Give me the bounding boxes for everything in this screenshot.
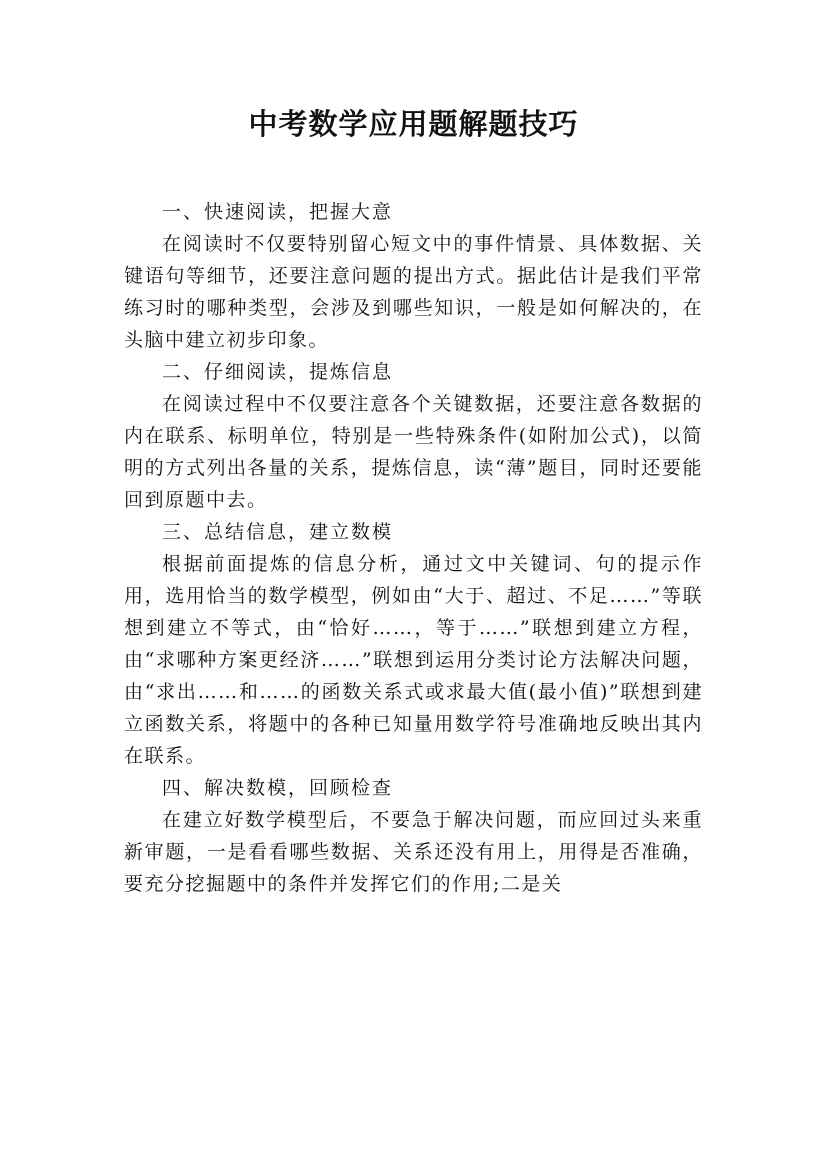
document-body [124, 196, 703, 900]
section-heading-3: 三、总结信息，建立数模 [162, 521, 394, 543]
section-heading-1: 一、快速阅读，把握大意 [162, 201, 394, 223]
section-heading-4: 四、解决数模，回顾检查 [162, 777, 394, 799]
section-paragraph-2: 在阅读过程中不仅要注意各个关键数据，还要注意各数据的内在联系、标明单位，特别是一些特殊条件(如附加公式)，以简明的方式列出各量的关系，提炼信息，读“薄”题目，同时还要能回到原题中去。 [124, 393, 703, 511]
document-title: 中考数学应用题解题技巧 [248, 107, 579, 141]
section-paragraph-1: 在阅读时不仅要特别留心短文中的事件情景、具体数据、关键语句等细节，还要注意问题的提出方式。据此估计是我们平常练习时的哪种类型，会涉及到哪些知识，一般是如何解决的，在头脑中建立初步印象。 [124, 233, 703, 351]
section-heading-2: 二、仔细阅读，提炼信息 [162, 361, 394, 383]
section-paragraph-4: 在建立好数学模型后，不要急于解决问题，而应回过头来重新审题，一是看看哪些数据、关系还没有用上，用得是否准确，要充分挖掘题中的条件并发挥它们的作用;二是关 [124, 809, 703, 895]
section-paragraph-3: 根据前面提炼的信息分析，通过文中关键词、句的提示作用，选用恰当的数学模型，例如由“大于、超过、不足……”等联想到建立不等式，由“恰好……，等于……”联想到建立方程，由“求哪种方案更经济……”联想到运用分类讨论方法解决问题，由“求出……和……的函数关系式或求最大值(最小值)”联想到建立函数关系，将题中的各种已知量用数学符号准确地反映出其内在联系。 [124, 553, 703, 767]
